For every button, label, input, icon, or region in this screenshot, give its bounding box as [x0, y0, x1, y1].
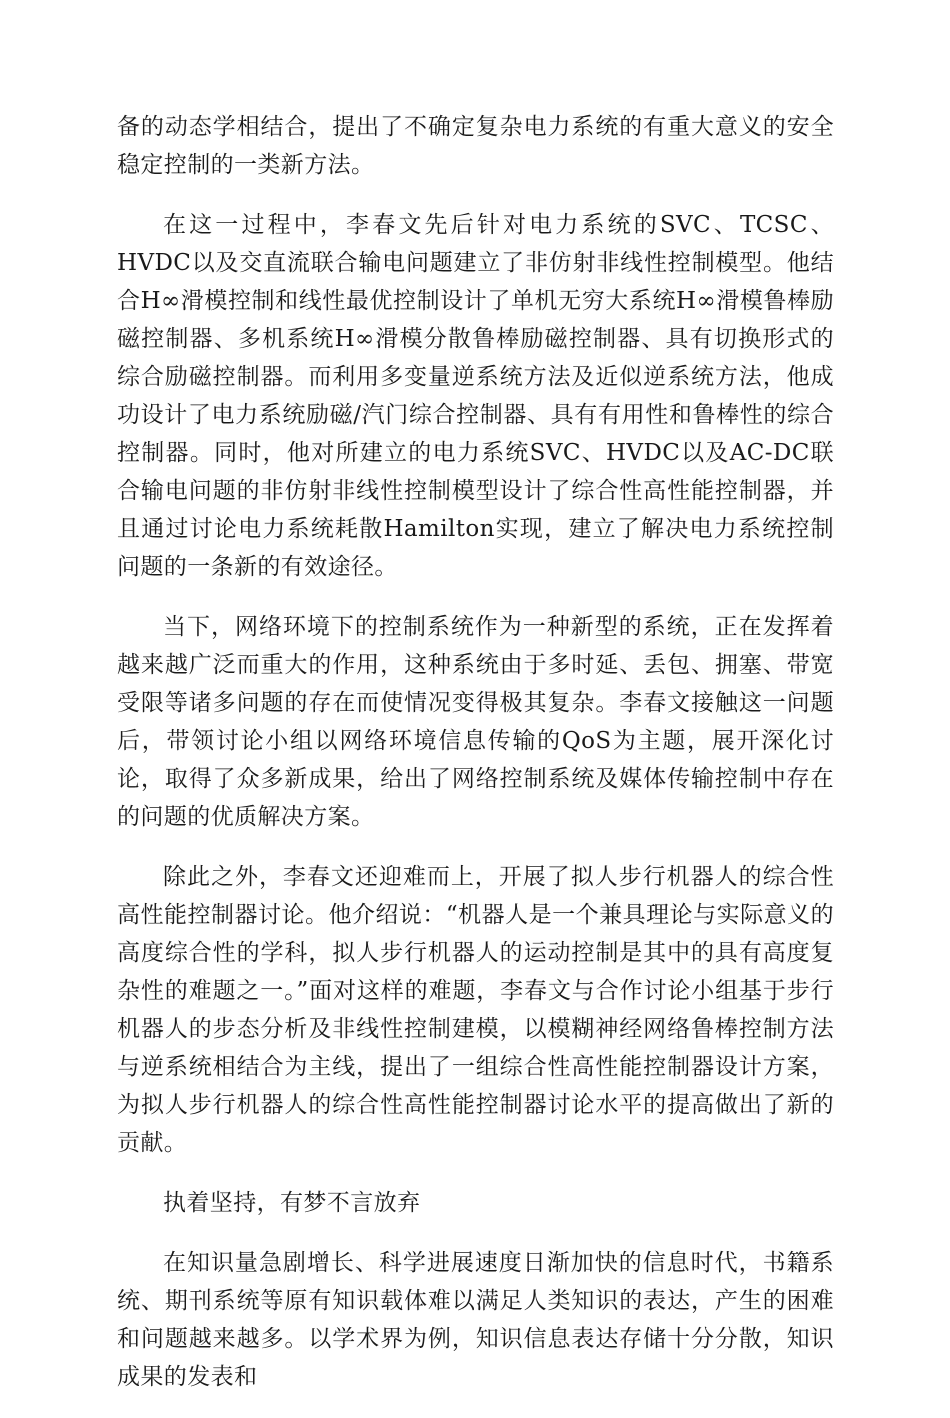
paragraph-knowledge-age: 在知识量急剧增长、科学进展速度日渐加快的信息时代，书籍系统、期刊系统等原有知识载体难以满足人类知识的表达，产生的困难和问题越来越多。以学术界为例，知识信息表达存储十分分散，知识成果的发表和: [117, 1250, 834, 1390]
paragraph-power-system-control: 在这一过程中，李春文先后针对电力系统的SVC、TCSC、HVDC以及交直流联合输电问题建立了非仿射非线性控制模型。他结合H∞滑模控制和线性最优控制设计了单机无穷大系统H∞滑模鲁棒励磁控制器、多机系统H∞滑模分散鲁棒励磁控制器、具有切换形式的综合励磁控制器。而利用多变量逆系统方法及近似逆系统方法，他成功设计了电力系统励磁/汽门综合控制器、具有有用性和鲁棒性的综合控制器。同时，他对所建立的电力系统SVC、HVDC以及AC-DC联合输电问题的非仿射非线性控制模型设计了综合性高性能控制器，并且通过讨论电力系统耗散Hamilton实现，建立了解决电力系统控制问题的一条新的有效途径。: [117, 212, 834, 580]
paragraph-network-control: 当下，网络环境下的控制系统作为一种新型的系统，正在发挥着越来越广泛而重大的作用，这种系统由于多时延、丢包、拥塞、带宽受限等诸多问题的存在而使情况变得极其复杂。李春文接触这一问题后，带领讨论小组以网络环境信息传输的QoS为主题，展开深化讨论，取得了众多新成果，给出了网络控制系统及媒体传输控制中存在的问题的优质解决方案。: [117, 614, 834, 830]
paragraph-continuation: 备的动态学相结合，提出了不确定复杂电力系统的有重大意义的安全稳定控制的一类新方法。: [117, 114, 834, 178]
paragraph-walking-robot: 除此之外，李春文还迎难而上，开展了拟人步行机器人的综合性高性能控制器讨论。他介绍说：“机器人是一个兼具理论与实际意义的高度综合性的学科，拟人步行机器人的运动控制是其中的具有高度复杂性的难题之一。”面对这样的难题，李春文与合作讨论小组基于步行机器人的步态分析及非线性控制建模，以模糊神经网络鲁棒控制方法与逆系统相结合为主线，提出了一组综合性高性能控制器设计方案，为拟人步行机器人的综合性高性能控制器讨论水平的提高做出了新的贡献。: [117, 864, 834, 1156]
document-body: [117, 108, 834, 1418]
section-heading: 执着坚持，有梦不言放弃: [163, 1190, 421, 1216]
